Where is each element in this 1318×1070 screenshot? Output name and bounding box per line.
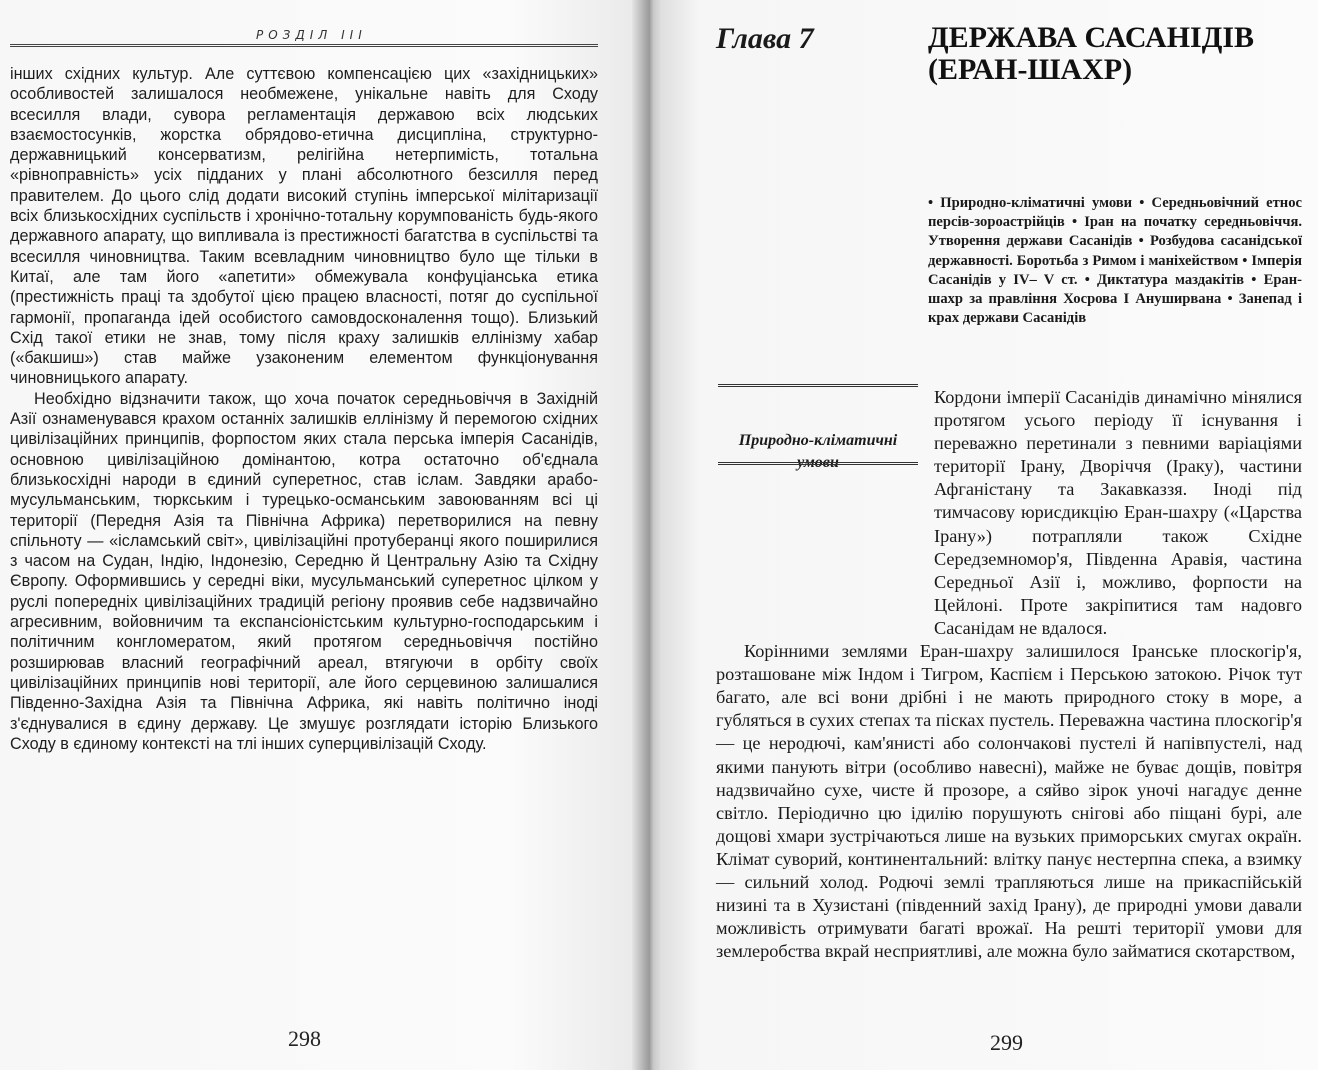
left-page [0,0,640,1070]
paragraph: Необхідно відзначити також, що хоча початок середньовіччя в Західній Азії ознаменувався крахом останніх залишків еллінізму й перемогою східних цивілізаційних принципів, форпостом яких стала перська імперія Сасанідів, основною цивілізаційною домінантою, котра остаточно об'єднала близькосхідні народи в єдиний суперетнос, став іслам. Завдяки арабо-мусульманським, тюркським і турецько-османським завоюванням всі ці території (Передня Азія та Північна Африка) перетворилися на певну спільноту — «ісламський світ», цивілізаційні протуберанці якого поширилися з часом на Судан, Індію, Індонезію, Середню й Центральну Азію та Східну Європу. Оформившись у середні віки, мусульманський суперетнос цілком у руслі попередніх цивілізаційних традицій регіону проявив себе надзвичайно агресивним, войовничим та експансіоністським культурно-господарським і політичним конгломератом, який протягом середньовіччя постійно розширював власний географічний ареал, втягуючи в орбіту своїх цивілізаційних принципів нові території, але його серцевиною залишалися Південно-Західна Азія та Північна Африка, які навіть політично іноді з'єднувалися в єдину державу. Це змушує розглядати історію Близького Сходу в єдиному контексті на тлі інших суперцивілізацій Сходу. [10,389,598,753]
chapter-label: Глава 7 [716,22,814,55]
page-number: 298 [288,1026,321,1051]
chapter-title [928,22,1308,86]
paragraph: Кордони імперії Сасанідів динамічно мінялися протягом усього періоду її існування і переважно перетинали з певними варіаціями території Ірану, Дворіччя (Іраку), частини Афганістану та Закавказзя. Іноді під тимчасову юрисдикцію Еран-шахру («Царства Ірану») потрапляли також Східне Середземномор'я, Південна Аравія, частина Середньої Азії і, можливо, форпости на Цейлоні. Проте закріпитися там надовго Сасанідам не вдалося. [934,387,1302,638]
section-title: Природно-кліматичні умови [738,432,898,471]
running-head: РОЗДІЛ III [256,28,367,42]
right-page [660,0,1318,1070]
chapter-title-line: ДЕРЖАВА САСАНІДІВ [928,21,1255,54]
paragraph: Корінними землями Еран-шахру залишилося Іранське плоскогір'я, розташоване між Індом і Тигром, Каспієм і Перською затокою. Річок тут багато, але всі вони дрібні і не мають природного стоку в море, а губляться в сухих степах та пісках пустель. Переважна частина плоскогір'я — це неродючі, кам'янисті або солончакові пустелі й напівпустелі, над якими панують вітри (особливо навесні), майже не буває дощів, повітря надзвичайно сухе, чисте й прозоре, а сяйво зірок уночі нагадує денне світло. Періодично цю ідилію порушують снігові або піщані бурі, але дощові хмари зустрічаються лише на вузьких приморських смугах окраїн. Клімат суворий, континентальний: влітку панує нестерпна спека, а взимку — сильний холод. Родючі землі трапляються лише на прикаспійській низині та в Хузистані (південний захід Ірану), де природні умови давали можливість отримувати багаті врожаї. На решті території умови для землеробства вкрай несприятливі, але можна було займатися скотарством, [716,641,1302,962]
chapter-summary: • Природно-кліматичні умови • Середньовічний етнос персів-зороастрійців • Іран на початку середньовіччя. Утворення держави Сасанідів • Розбудова сасанідської державності. Боротьба з Римом і маніхейством • Імперія Сасанідів у IV– V ст. • Диктатура маздакітів • Еран-шахр за правління Хосрова I Ануширвана • Занепад і крах держави Сасанідів [928,195,1302,327]
chapter-title-line: (ЕРАН-ШАХР) [928,53,1133,86]
right-page-body [716,386,1302,963]
header-rule [10,44,598,47]
left-page-body [10,64,598,754]
paragraph: інших східних культур. Але суттєвою компенсацією цих «західницьких» особливостей залишалося необмежене, унікальне навіть для Сходу всесилля влади, сувора регламентація державою всіх людських взаємостосунків, жорстка обрядово-етична дисципліна, структурно-державницький консерватизм, релігійна нетерпимість, тотальна «рівноправність» усіх підданих у плані абсолютного безсилля перед правителем. До цього слід додати високий ступінь імперської мілітаризації всіх близькосхідних суспільств і хронічно-тотальну корумпованість будь-якого державного апарату, що випливала із престижності багатства в суспільстві та всесилля чиновництва. Таким всевладним чиновництво було ще тільки в Китаї, але там його «апетити» обмежувала конфуціанська етика (престижність праці та здобутої цією працею власності, потяг до суспільної гармонії, пропаганда ідей особистого самовдосконалення тощо). Близький Схід такої етики не знав, тому після краху залишків еллінізму хабар («бакшиш») став майже узаконеним елементом функціонування чиновницького апарату. [10,65,598,388]
page-number: 299 [990,1030,1023,1055]
